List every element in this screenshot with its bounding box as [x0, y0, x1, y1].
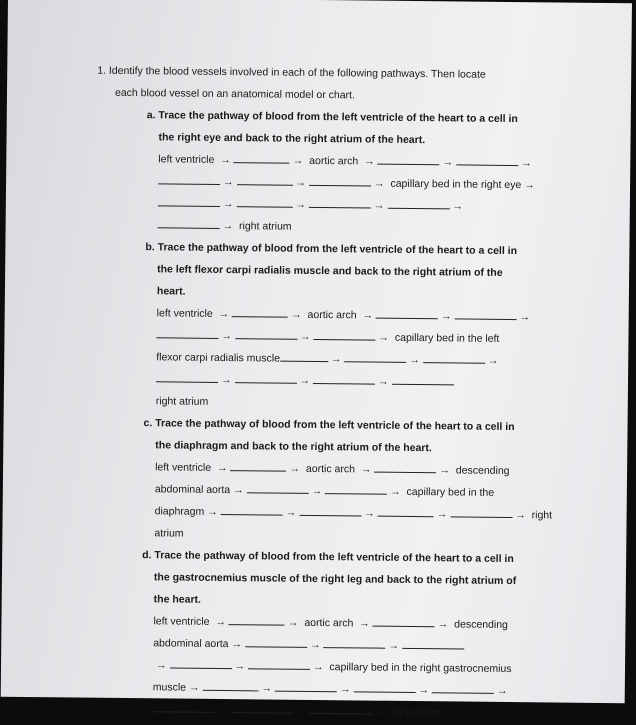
arrow-icon: →	[221, 329, 233, 343]
blank-field[interactable]	[378, 152, 440, 166]
part-c-aortic-arch: aortic arch	[305, 462, 356, 476]
arrow-icon: →	[220, 373, 232, 387]
part-b-title-line3: heart.	[156, 285, 186, 298]
arrow-icon: →	[374, 705, 386, 718]
part-c-title-line1: c. Trace the pathway of blood from the left ventricle of the heart to a cell in	[143, 417, 515, 434]
arrow-icon: →	[373, 199, 385, 212]
arrow-icon: →	[524, 179, 535, 192]
blank-field[interactable]	[235, 326, 297, 340]
blank-field[interactable]	[231, 458, 287, 472]
part-c-descending: descending	[455, 464, 510, 478]
blank-field[interactable]	[310, 701, 372, 715]
part-a-title-line1: a. Trace the pathway of blood from the left ventricle of the heart to a cell in	[146, 109, 518, 126]
blank-field[interactable]	[203, 678, 259, 692]
arrow-icon: →	[377, 375, 389, 388]
arrow-icon: →	[295, 198, 306, 211]
worksheet-content	[90, 60, 567, 725]
blank-field[interactable]	[231, 700, 293, 714]
arrow-icon: →	[299, 330, 311, 343]
blank-field[interactable]	[454, 306, 516, 320]
arrow-icon: →	[285, 506, 297, 519]
blank-field[interactable]	[156, 325, 218, 339]
part-c-diaphragm: diaphragm	[154, 505, 205, 518]
arrow-icon: →	[360, 463, 372, 476]
part-a-left-ventricle: left ventricle	[158, 153, 215, 166]
blank-field[interactable]	[237, 172, 293, 186]
arrow-icon: →	[222, 219, 234, 233]
blank-field[interactable]	[158, 215, 220, 229]
arrow-icon: →	[295, 176, 307, 189]
arrow-icon: →	[442, 156, 454, 169]
part-b-aortic-arch: aortic arch	[307, 308, 357, 322]
arrow-icon: →	[437, 618, 449, 631]
blank-field[interactable]	[229, 612, 285, 626]
arrow-icon: →	[378, 331, 390, 344]
part-d-title-line3: the heart.	[153, 593, 202, 606]
arrow-icon: →	[388, 639, 400, 652]
arrow-icon: →	[222, 197, 234, 211]
blank-field[interactable]	[344, 349, 406, 363]
arrow-icon: →	[220, 153, 231, 167]
part-a-capillary: capillary bed in the right eye	[390, 177, 522, 192]
arrow-icon: →	[312, 660, 324, 674]
blank-field[interactable]	[248, 656, 310, 670]
worksheet-page	[1, 0, 632, 719]
part-d-title-line1: d. Trace the pathway of blood from the left ventricle of the heart to a cell in	[142, 549, 514, 566]
arrow-icon: →	[374, 177, 385, 190]
blank-field[interactable]	[234, 370, 296, 384]
arrow-icon: →	[188, 681, 200, 694]
arrow-icon: →	[207, 505, 218, 518]
blank-field[interactable]	[313, 371, 375, 385]
arrow-icon: →	[309, 638, 321, 652]
part-c-atrium: atrium	[154, 527, 184, 540]
arrow-icon: →	[362, 309, 374, 322]
arrow-icon: →	[215, 615, 226, 629]
part-b-title-line1: b. Trace the pathway of blood from the left ventricle of the heart to a cell in	[145, 241, 518, 258]
part-d-title-line2: the gastrocnemius muscle of the right leg and back to the right atrium of	[153, 571, 517, 588]
arrow-icon: →	[216, 461, 228, 475]
arrow-icon: →	[261, 682, 273, 695]
arrow-icon: →	[409, 353, 421, 367]
part-c-capillary: capillary bed in the	[406, 485, 495, 499]
arrow-icon: →	[218, 307, 230, 321]
blank-field[interactable]	[309, 195, 371, 209]
arrow-icon: →	[231, 638, 243, 651]
arrow-icon: →	[519, 311, 531, 324]
part-b-capillary: capillary bed in the left	[394, 331, 500, 345]
arrow-icon: →	[521, 157, 532, 170]
blank-field[interactable]	[391, 372, 453, 386]
arrow-icon: →	[223, 175, 234, 189]
blank-field[interactable]	[234, 150, 290, 164]
blank-field[interactable]	[299, 503, 361, 517]
part-a-title-line2: the right eye and back to the right atrium of the heart.	[158, 131, 426, 147]
part-d-capillary: capillary bed in the right gastrocnemius	[329, 661, 512, 676]
blank-field[interactable]	[309, 173, 371, 187]
part-a-aortic-arch: aortic arch	[309, 154, 359, 168]
part-b-capillary-muscle: flexor carpi radialis muscle	[156, 351, 281, 365]
arrow-icon: →	[359, 617, 370, 630]
part-c-abdominal-aorta: abdominal aorta	[154, 483, 231, 497]
blank-field[interactable]	[325, 481, 387, 495]
blank-field[interactable]	[373, 614, 435, 628]
part-c-left-ventricle: left ventricle	[155, 461, 212, 474]
arrow-icon: →	[289, 462, 301, 475]
arrow-icon: →	[515, 509, 526, 522]
blank-field[interactable]	[221, 502, 283, 516]
part-c-title-line2: the diaphragm and back to the right atrium of the heart.	[155, 439, 432, 455]
blank-field[interactable]	[456, 152, 518, 166]
part-b-right-atrium: right atrium	[155, 395, 209, 408]
arrow-icon: →	[390, 485, 401, 498]
part-c-right: right	[531, 509, 553, 522]
part-d-muscle: muscle	[152, 681, 187, 694]
arrow-icon: →	[287, 616, 299, 629]
arrow-icon: →	[295, 704, 307, 717]
blank-field[interactable]	[275, 679, 337, 693]
arrow-icon: →	[311, 484, 323, 498]
blank-field[interactable]	[153, 699, 215, 713]
blank-field[interactable]	[450, 504, 512, 518]
blank-field[interactable]	[313, 327, 375, 341]
part-d-aortic-arch: aortic arch	[304, 616, 354, 630]
blank-field[interactable]	[280, 349, 328, 363]
arrow-icon: →	[496, 684, 508, 698]
arrow-icon: →	[155, 659, 167, 672]
arrow-icon: →	[452, 200, 463, 213]
arrow-icon: →	[330, 353, 342, 366]
question-1-line1: 1. Identify the blood vessels involved in each of the following pathways. Then locate	[97, 64, 486, 81]
arrow-icon: →	[234, 660, 246, 673]
arrow-icon: →	[291, 308, 302, 321]
arrow-icon: →	[233, 484, 244, 497]
part-b-left-ventricle: left ventricle	[156, 307, 213, 320]
blank-field[interactable]	[376, 306, 438, 320]
blank-field[interactable]	[158, 171, 220, 185]
blank-field[interactable]	[169, 655, 231, 669]
question-1-line2: each blood vessel on an anatomical model or chart.	[114, 86, 355, 102]
arrow-icon: →	[217, 703, 229, 717]
blank-field[interactable]	[387, 196, 449, 210]
arrow-icon: →	[418, 684, 430, 697]
arrow-icon: →	[364, 155, 375, 168]
blank-field[interactable]	[236, 194, 292, 208]
arrow-icon: →	[436, 508, 448, 521]
blank-field[interactable]	[378, 504, 434, 518]
part-d-right-atrium: right atrium	[390, 705, 444, 719]
blank-field[interactable]	[158, 193, 220, 207]
blank-field[interactable]	[354, 679, 416, 693]
arrow-icon: →	[292, 154, 304, 167]
blank-field[interactable]	[245, 634, 307, 648]
arrow-icon: →	[440, 310, 452, 323]
arrow-icon: →	[339, 683, 351, 696]
arrow-icon: →	[487, 354, 499, 367]
blank-field[interactable]	[432, 680, 494, 694]
blank-field[interactable]	[423, 350, 485, 364]
part-d-abdominal-aorta: abdominal aorta	[153, 637, 229, 651]
arrow-icon: →	[299, 374, 311, 387]
arrow-icon: →	[439, 464, 450, 477]
blank-field[interactable]	[156, 369, 218, 383]
arrow-icon: →	[364, 507, 375, 520]
part-d-descending: descending	[454, 618, 508, 632]
part-b-title-line2: the left flexor carpi radialis muscle and back to the right atrium of the	[157, 263, 503, 279]
blank-field[interactable]	[232, 304, 288, 318]
part-d-left-ventricle: left ventricle	[153, 615, 210, 628]
blank-field[interactable]	[247, 480, 309, 494]
blank-field[interactable]	[402, 636, 464, 650]
part-a-right-atrium: right atrium	[238, 220, 292, 233]
blank-field[interactable]	[374, 460, 436, 474]
blank-field[interactable]	[324, 635, 386, 649]
